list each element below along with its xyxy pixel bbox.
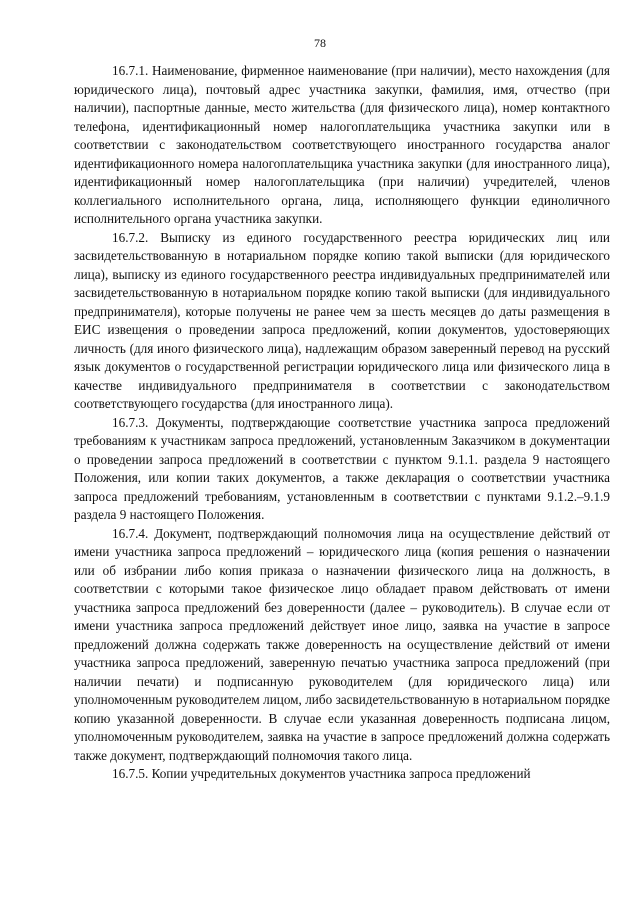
paragraph-16-7-2: 16.7.2. Выписку из единого государственного реестра юридических лиц или засвидетельствованную в нотариальном порядке копию такой выписки (для юридического лица), выписку из единого государственного реестра индивидуальных предпринимателей или засвидетельствованную в нотариальном порядке копию такой выписки (для индивидуального предпринимателя), которые получены не ранее чем за шесть месяцев до даты размещения в ЕИС извещения о проведении запроса предложений, копии документов, удостоверяющих личность (для иного физического лица), надлежащим образом заверенный перевод на русский язык документов о государственной регистрации юридического лица или физического лица в качестве индивидуального предпринимателя в соответствии с законодательством соответствующего государства (для иностранного лица). bbox=[74, 229, 610, 411]
paragraph-16-7-3: 16.7.3. Документы, подтверждающие соответствие участника запроса предложений требованиям к участникам запроса предложений, установленным Заказчиком в документации о проведении запроса предложений в соответствии с пунктом 9.1.1. раздела 9 настоящего Положения, или копии таких документов, а также декларация о соответствии участника запроса предложений требованиям, установленным в соответствии с пунктами 9.1.2.–9.1.9 раздела 9 настоящего Положения. bbox=[74, 414, 610, 522]
document-body bbox=[74, 62, 610, 784]
page-number: 78 bbox=[314, 36, 326, 50]
paragraph-16-7-4: 16.7.4. Документ, подтверждающий полномочия лица на осуществление действий от имени участника запроса предложений – юридического лица (копия решения о назначении или об избрании либо копия приказа о назначении физического лица на должность, в соответствии с которыми такое физическое лицо обладает правом действовать от имени участника запроса предложений без доверенности (далее – руководитель). В случае если от имени участника запроса предложений действует иное лицо, заявка на участие в запросе предложений должна содержать также доверенность на осуществление действий от имени участника запроса предложений, заверенную печатью участника запроса предложений (при наличии печати) и подписанную руководителем (для юридического лица) или уполномоченным руководителем лицом, либо засвидетельствованную в нотариальном порядке копию указанной доверенности. В случае если указанная доверенность подписана лицом, уполномоченным руководителем, заявка на участие в запросе предложений должна содержать также документ, подтверждающий полномочия такого лица. bbox=[74, 525, 610, 763]
paragraph-16-7-1: 16.7.1. Наименование, фирменное наименование (при наличии), место нахождения (для юридического лица), почтовый адрес участника закупки, фамилия, имя, отчество (при наличии), паспортные данные, место жительства (для физического лица), номер контактного телефона, идентификационный номер налогоплательщика участника закупки или в соответствии с законодательством соответствующего иностранного государства аналог идентификационного номера налогоплательщика участника закупки (для иностранного лица), идентификационный номер налогоплательщика (при наличии) учредителей, членов коллегиального исполнительного органа, лица, исполняющего функции единоличного исполнительного органа участника закупки. bbox=[74, 63, 610, 226]
paragraph-16-7-5: 16.7.5. Копии учредительных документов участника запроса предложений bbox=[112, 766, 531, 781]
